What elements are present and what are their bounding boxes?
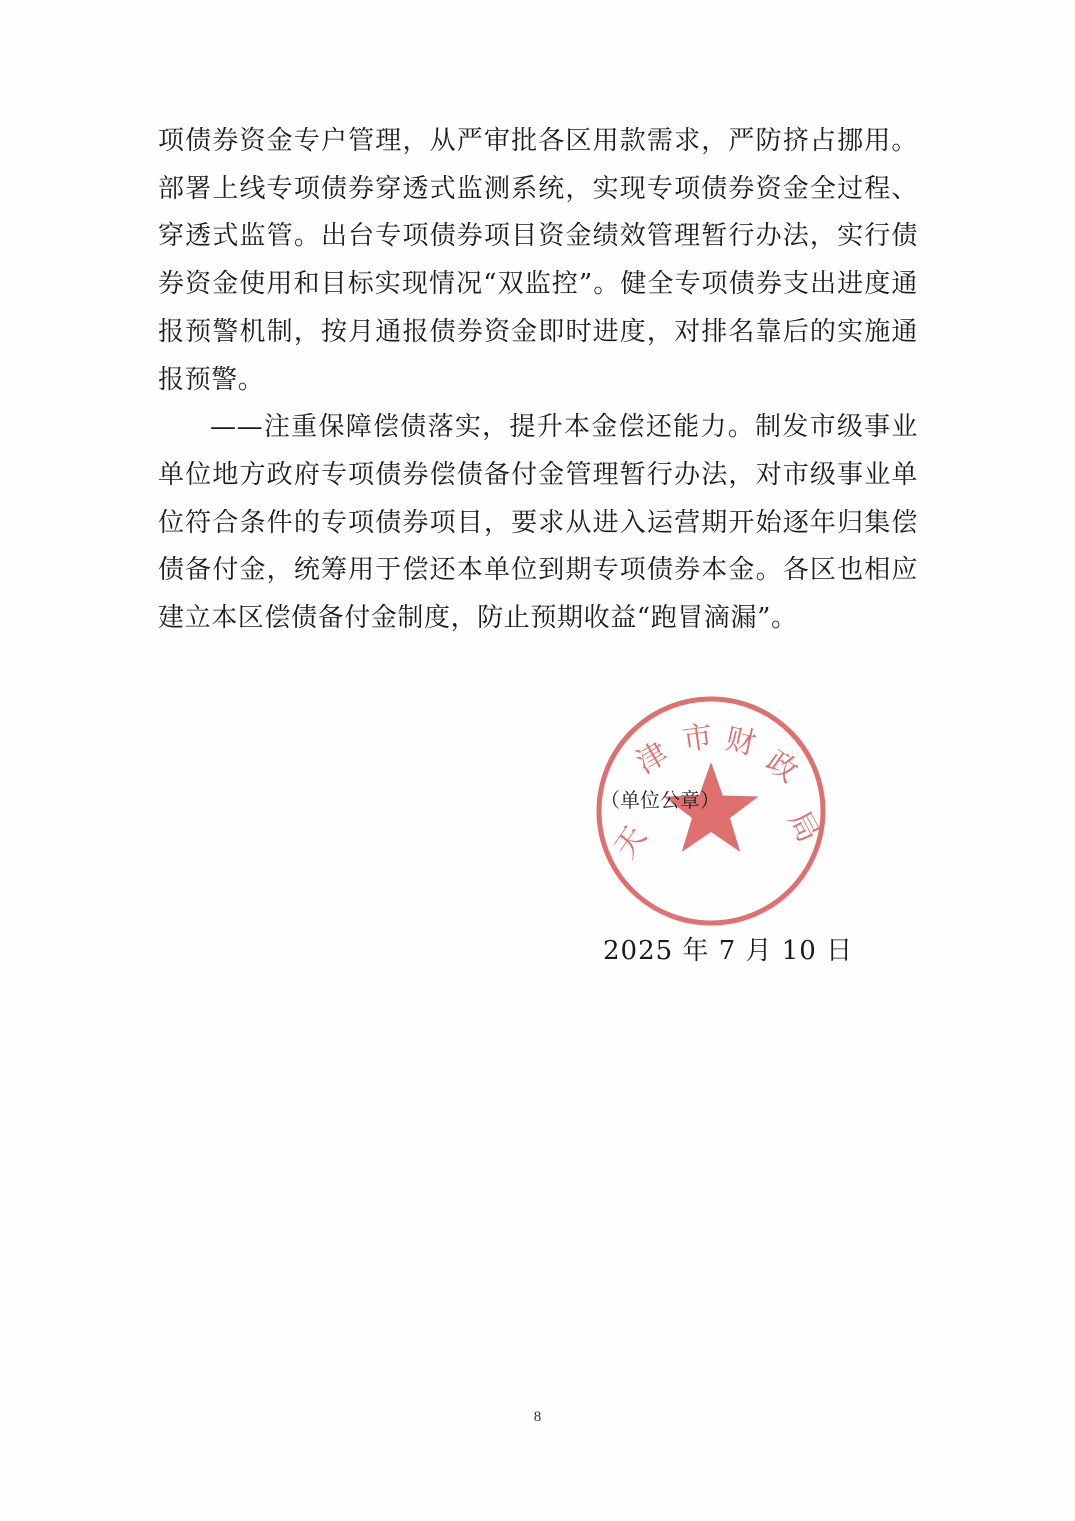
paragraph-continued: 项债券资金专户管理，从严审批各区用款需求，严防挤占挪用。部署上线专项债券穿透式监测系统，实现专项债券资金全过程、穿透式监管。出台专项债券项目资金绩效管理暂行办法，实行债券资金使用和目标实现情况“双监控”。健全专项债券支出进度通报预警机制，按月通报债券资金即时进度，对排名靠后的实施通报预警。: [158, 126, 918, 395]
svg-text:财: 财: [722, 721, 759, 763]
body-text: [158, 118, 918, 643]
svg-text:局: 局: [780, 805, 826, 849]
seal-label: （单位公章）: [600, 788, 720, 812]
document-date: 2025 年 7 月 10 日: [603, 936, 854, 966]
svg-text:天: 天: [607, 819, 654, 865]
svg-text:津: 津: [630, 735, 674, 781]
svg-text:政: 政: [759, 743, 805, 790]
page-number: 8: [533, 1409, 542, 1425]
svg-text:市: 市: [680, 719, 715, 758]
paragraph-repayment: ——注重保障偿债落实，提升本金偿还能力。制发市级事业单位地方政府专项债券偿债备付金管理暂行办法，对市级事业单位符合条件的专项债券项目，要求从进入运营期开始逐年归集偿债备付金，统筹用于偿还本单位到期专项债券本金。各区也相应建立本区偿债备付金制度，防止预期收益“跑冒滴漏”。: [158, 412, 918, 634]
